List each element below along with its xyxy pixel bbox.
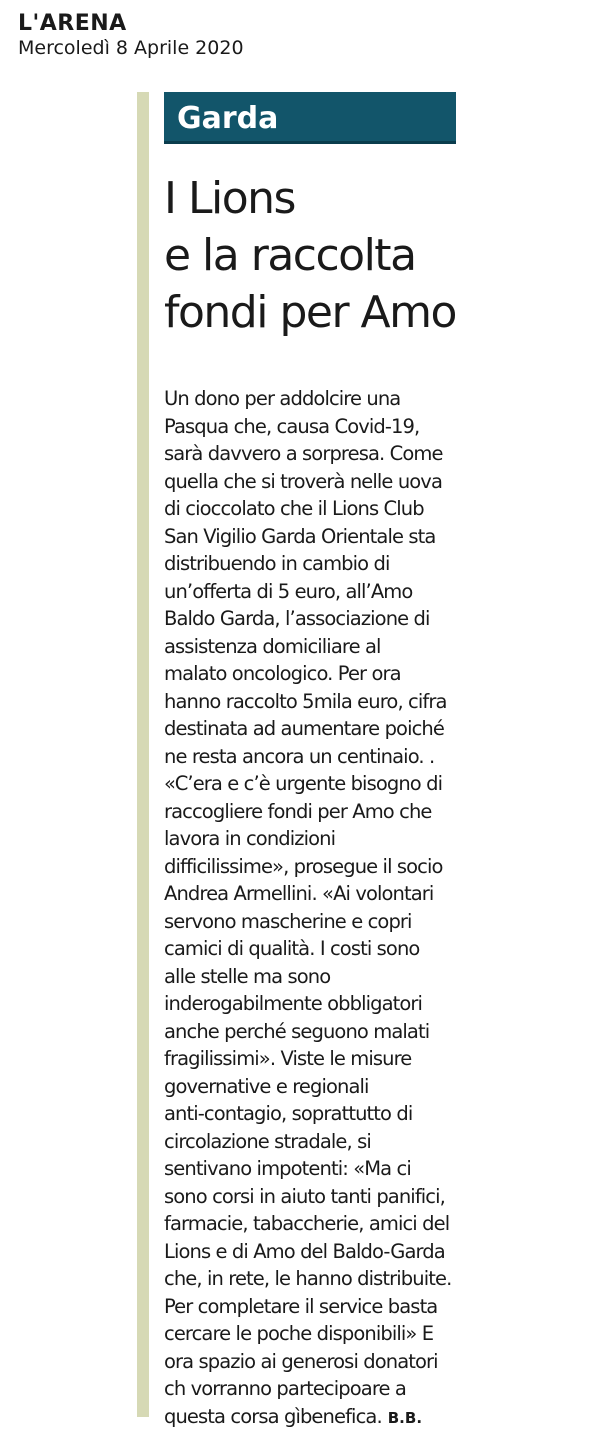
headline-line: fondi per Amo bbox=[164, 287, 456, 338]
article-body bbox=[164, 385, 464, 1432]
article-headline bbox=[164, 170, 464, 341]
body-line: servono mascherine e copri bbox=[164, 909, 412, 933]
body-line: circolazione stradale, si bbox=[164, 1129, 371, 1153]
body-line: sarà davvero a sorpresa. Come bbox=[164, 442, 443, 465]
body-line: di cioccolato che il Lions Club bbox=[164, 497, 424, 520]
body-line: difficilissime», prosegue il socio bbox=[164, 854, 443, 878]
body-line: assistenza domiciliare al bbox=[164, 634, 381, 658]
body-line: inderogabilmente obbligatori bbox=[164, 992, 423, 1015]
newspaper-name: L'ARENA bbox=[18, 11, 127, 36]
body-line: ne resta ancora un centinaio. . bbox=[164, 744, 435, 768]
body-line: Baldo Garda, l’associazione di bbox=[164, 607, 430, 630]
body-line: governative e regionali bbox=[164, 1074, 369, 1098]
body-line: destinata ad aumentare poiché bbox=[164, 717, 444, 740]
body-line-last bbox=[164, 1403, 464, 1433]
body-line: Lions e di Amo del Baldo-Garda bbox=[164, 1239, 445, 1263]
body-line: fragilissimi». Viste le misure bbox=[164, 1047, 412, 1070]
body-line: ch vorranno partecipoare a bbox=[164, 1377, 406, 1400]
body-line: distribuendo in cambio di bbox=[164, 552, 390, 575]
body-line: Un dono per addolcire una bbox=[164, 387, 401, 410]
headline-line: e la raccolta bbox=[164, 230, 416, 281]
side-rule bbox=[137, 92, 149, 1417]
body-line: San Vigilio Garda Orientale sta bbox=[164, 524, 436, 548]
body-line: ora spazio ai generosi donatori bbox=[164, 1349, 438, 1373]
body-line: un’offerta di 5 euro, all’Amo bbox=[164, 579, 413, 603]
masthead bbox=[18, 12, 244, 60]
body-line: sentivano impotenti: «Ma ci bbox=[164, 1157, 411, 1180]
body-line: Pasqua che, causa Covid-19, bbox=[164, 414, 420, 438]
body-line: cercare le poche disponibili» E bbox=[164, 1322, 434, 1345]
publication-date: Mercoledì 8 Aprile 2020 bbox=[18, 37, 244, 59]
body-line: quella che si troverà nelle uova bbox=[164, 469, 443, 493]
section-label: Garda bbox=[177, 101, 279, 136]
body-line: Per completare il service basta bbox=[164, 1294, 438, 1318]
body-line: che, in rete, le hanno distribuite. bbox=[164, 1267, 452, 1290]
body-line: hanno raccolto 5mila euro, cifra bbox=[164, 689, 447, 713]
section-banner bbox=[164, 92, 456, 144]
body-line: malato oncologico. Per ora bbox=[164, 662, 401, 685]
headline-line: I Lions bbox=[164, 173, 295, 224]
body-line: anche perché seguono malati bbox=[164, 1019, 430, 1043]
body-line: anti-contagio, soprattutto di bbox=[164, 1102, 413, 1125]
body-line: raccogliere fondi per Amo che bbox=[164, 799, 432, 823]
body-line: «C’era e c’è urgente bisogno di bbox=[164, 772, 443, 795]
body-line: lavora in condizioni bbox=[164, 827, 336, 850]
body-line: camici di qualità. I costi sono bbox=[164, 937, 420, 960]
body-line-text: questa corsa gìbenefica. bbox=[164, 1404, 382, 1428]
author-byline: B.B. bbox=[387, 1408, 423, 1427]
body-line: alle stelle ma sono bbox=[164, 964, 331, 988]
body-line: Andrea Armellini. «Ai volontari bbox=[164, 882, 434, 905]
body-line: sono corsi in aiuto tanti panifici, bbox=[164, 1184, 445, 1208]
body-line: farmacie, tabaccherie, amici del bbox=[164, 1212, 450, 1235]
